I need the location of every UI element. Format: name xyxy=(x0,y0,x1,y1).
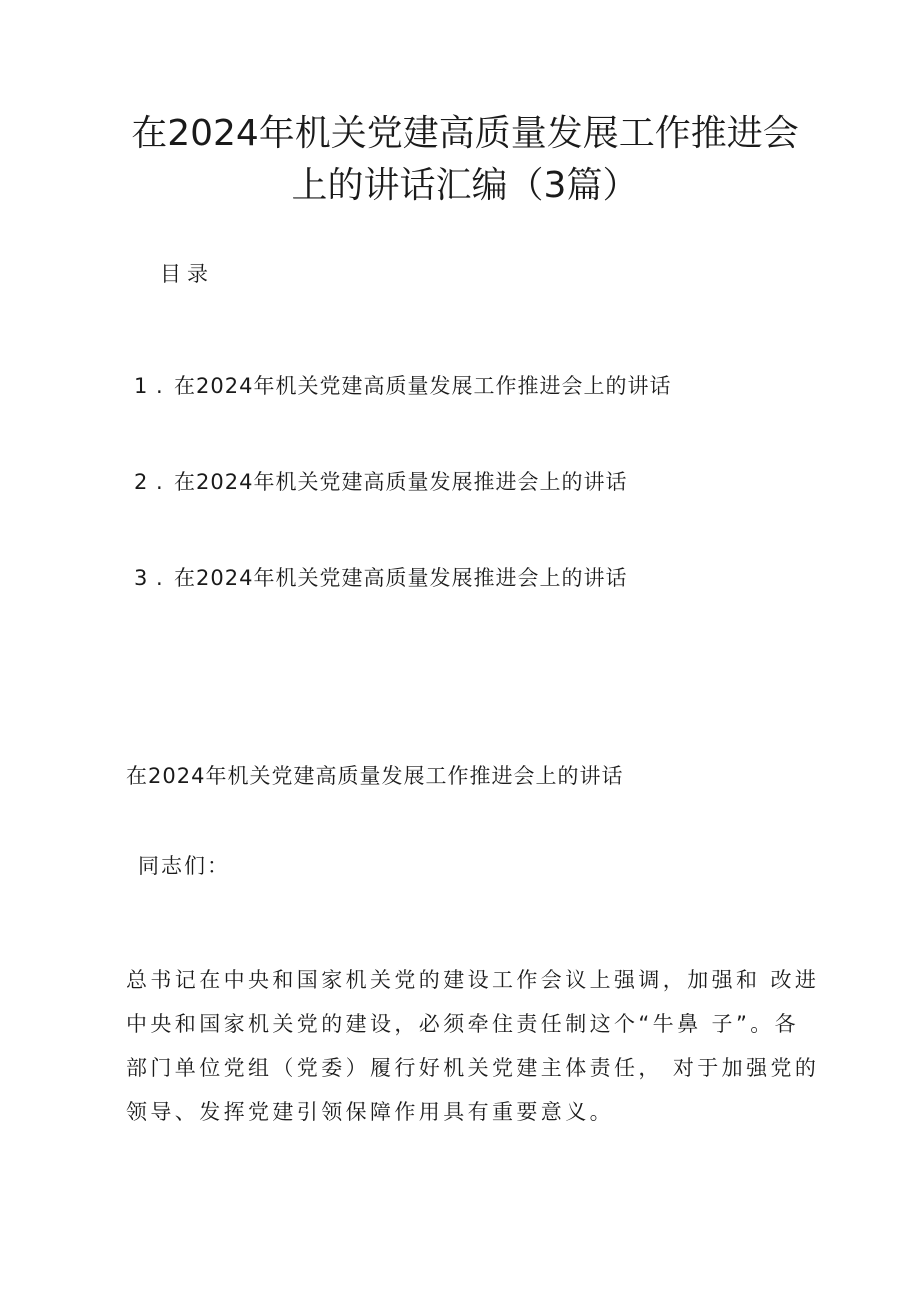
document-title xyxy=(120,108,810,212)
toc-item-number: 2 xyxy=(134,470,149,494)
paragraph-line: 部门单位党组（党委）履行好机关党建主体责任， 对于加强党的 xyxy=(126,1056,820,1080)
section-title: 在2024年机关党建高质量发展工作推进会上的讲话 xyxy=(126,764,624,788)
salutation: 同志们： xyxy=(138,854,230,878)
toc-item-number: 3 xyxy=(134,566,149,590)
toc-item-separator: . xyxy=(156,566,164,590)
toc-item-2[interactable] xyxy=(134,466,627,496)
paragraph-line: 领导、发挥党建引领保障作用具有重要意义。 xyxy=(126,1100,614,1124)
toc-item-text: 在2024年机关党建高质量发展推进会上的讲话 xyxy=(174,566,628,590)
toc-item-text: 在2024年机关党建高质量发展工作推进会上的讲话 xyxy=(174,374,672,398)
document-title-line-2: 上的讲话汇编（3篇） xyxy=(291,165,639,206)
toc-item-text: 在2024年机关党建高质量发展推进会上的讲话 xyxy=(174,470,628,494)
body-paragraph xyxy=(126,958,820,1134)
paragraph-line: 总书记在中央和国家机关党的建设工作会议上强调，加强和 改进 xyxy=(126,968,820,992)
toc-heading: 目录 xyxy=(160,262,214,286)
toc-item-number: 1 xyxy=(134,374,149,398)
toc-item-separator: . xyxy=(156,374,164,398)
toc-item-1[interactable] xyxy=(134,370,671,400)
toc-item-3[interactable] xyxy=(134,562,627,592)
paragraph-line: 中央和国家机关党的建设，必须牵住责任制这个“牛鼻 子”。各 xyxy=(126,1012,800,1036)
toc-item-separator: . xyxy=(156,470,164,494)
document-title-line-1: 在2024年机关党建高质量发展工作推进会 xyxy=(131,113,799,154)
